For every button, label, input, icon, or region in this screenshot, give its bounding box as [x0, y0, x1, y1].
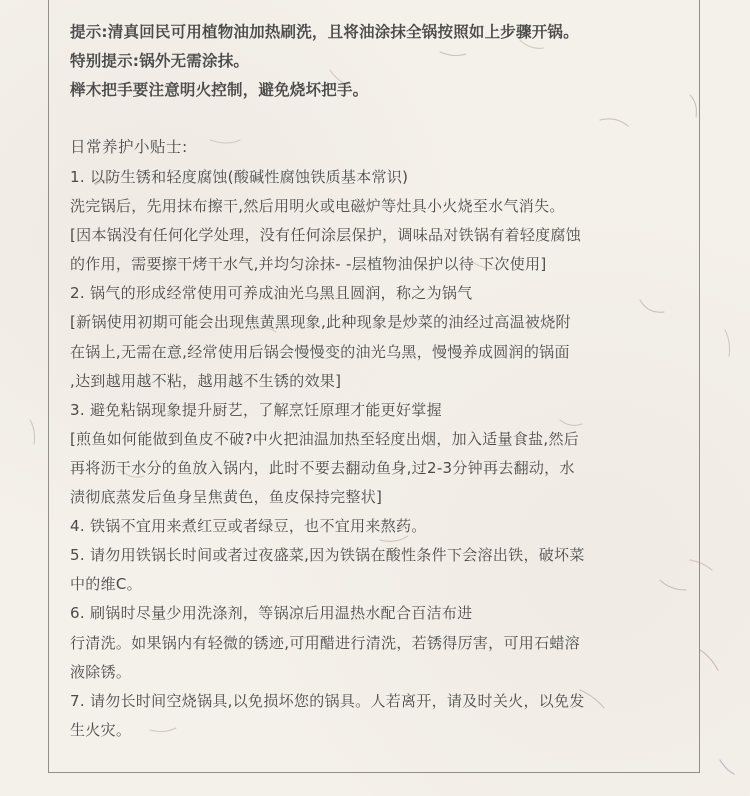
care-line: 生火灾。 [70, 720, 132, 739]
care-line: [煎鱼如何能做到鱼皮不破?中火把油温加热至轻度出烟，加入适量食盐,然后 [70, 429, 580, 448]
care-line: [新锅使用初期可能会出现焦黄黑现象,此种现象是炒菜的油经过高温被烧附 [70, 313, 571, 332]
care-line: 2. 锅气的形成经常使用可养成油光乌黑且圆润，称之为锅气 [70, 284, 473, 303]
care-line: 5. 请勿用铁锅长时间或者过夜盛菜,因为铁锅在酸性条件下会溶出铁，破坏菜 [70, 546, 585, 565]
warning-line-2: 特别提示:锅外无需涂抹。 [70, 52, 250, 70]
care-line: 1. 以防生锈和轻度腐蚀(酸碱性腐蚀铁质基本常识) [70, 168, 409, 186]
care-line: 3. 避免粘锅现象提升厨艺，了解烹饪原理才能更好掌握 [70, 400, 442, 419]
care-line: 中的维C。 [70, 575, 142, 594]
instructions-content [70, 18, 690, 745]
care-line: 7. 请勿长时间空烧锅具,以免损坏您的锅具。人若离开，请及时关火，以免发 [70, 691, 585, 710]
care-line: 液除锈。 [70, 662, 132, 681]
care-line: 洗完锅后，先用抹布擦干,然后用明火或电磁炉等灶具小火烧至水气消失。 [70, 197, 565, 216]
care-line: 的作用，需要擦干烤干水气,并均匀涂抹- -层植物油保护以待 下次使用] [70, 255, 547, 274]
warning-line-1: 提示:清真回民可用植物油加热刷洗，且将油涂抹全锅按照如上步骤开锅。 [70, 23, 579, 41]
care-line: 在锅上,无需在意,经常使用后锅会慢慢变的油光乌黑，慢慢养成圆润的锅面 [70, 342, 570, 361]
care-line: 渍彻底蒸发后鱼身呈焦黄色，鱼皮保持完整状] [70, 488, 383, 507]
care-tips-heading: 日常养护小贴士: [70, 138, 188, 156]
care-line: [因本锅没有任何化学处理，没有任何涂层保护，调味品对铁锅有着轻度腐蚀 [70, 226, 582, 245]
care-line: 再将沥干水分的鱼放入锅内，此时不要去翻动鱼身,过2-3分钟再去翻动，水 [70, 458, 575, 477]
care-line: 行清洗。如果锅内有轻微的锈迹,可用醋进行清洗，若锈得厉害，可用石蜡溶 [70, 633, 580, 652]
care-line: 4. 铁锅不宜用来煮红豆或者绿豆，也不宜用来熬药。 [70, 517, 427, 536]
care-line: ,达到越用越不粘，越用越不生锈的效果] [70, 371, 342, 390]
care-line: 6. 刷锅时尽量少用洗涤剂，等锅凉后用温热水配合百洁布进 [70, 604, 473, 623]
warning-line-3: 榉木把手要注意明火控制，避免烧坏把手。 [70, 81, 369, 99]
